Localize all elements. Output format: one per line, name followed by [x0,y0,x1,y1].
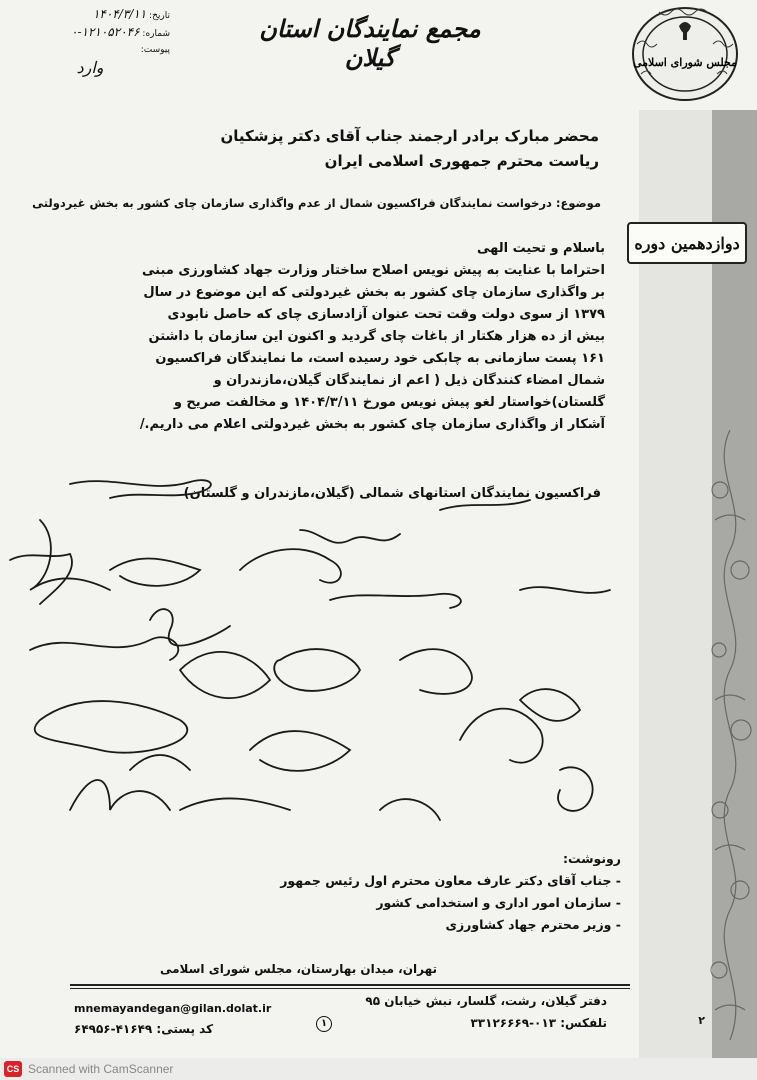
page-title: مجمع نمایندگان استان گیلان [259,14,481,72]
letter-greeting: باسلام و تحیت الهی [477,241,605,256]
signature-stroke [400,649,472,694]
footer-divider [70,984,630,986]
signature-stroke [180,798,290,810]
meta-number-value: ۱۲۱۰۵۲۰۴۶-۰ [71,25,140,39]
signature-stroke [380,799,440,820]
signature-stroke [150,609,230,646]
letter-body-text: احتراما با عنایت به پیش نویس اصلاح ساختار وزارت جهاد کشاورزی مبنی بر واگذاری سازمان چای کشور به بخش غیردولتی که این موضوع در سال ۱۳۷۹ از سوی دولت وقت تحت عنوان آزادسازی چای که حاصل نابودی بیش از ده هزار هکتار از باغات چای گردید و اکنون این سازمان با داشتن ۱۶۱ پست سازمانی به چابکی خود رسیده است، ما نمایندگان فراکسیون شمال امضاء کنندگان ذیل ( اعم از نمایندگان گیلان،مازندران و گلستان)خواستار لغو پیش نویس مورخ ۱۴۰۴/۳/۱۱ و مخالفت صریح و آشکار از واگذاری سازمان چای کشور به بخش غیردولتی اعلام می داریم./ [139,263,605,432]
floral-ornament-icon [705,430,755,1040]
meta-date [10,6,170,24]
cc-item: - جناب آقای دکتر عارف معاون محترم اول رئیس جمهور [201,870,621,892]
signature-stroke [330,594,461,608]
signature-stroke [274,649,360,691]
meta-handwritten-note: وارد [76,58,104,77]
seal-text: مجلس شورای اسلامی [632,56,738,69]
camscanner-logo-icon: CS [4,1061,22,1077]
addressee-line-2: ریاست محترم جمهوری اسلامی ایران [324,152,599,170]
signature-stroke [460,709,543,763]
signature-stroke [180,652,270,698]
footer-phone: تلفکس: ۰۱۳-۳۳۱۲۶۶۶۹ [470,1016,607,1030]
signature-stroke [520,689,580,721]
cc-item: - سازمان امور اداری و استخدامی کشور [201,892,621,914]
addressee [129,124,599,174]
meta-attachment-label: پیوست: [140,45,170,55]
corner-page-number: ۲ [698,1014,705,1027]
signature-stroke [35,701,188,753]
footer-divider-thin [70,988,630,989]
signature-stroke [558,767,593,811]
cc-title: رونوشت: [562,851,621,866]
scanner-watermark [0,1058,757,1080]
letter-body [135,238,605,436]
letter-subject: موضوع: درخواست نمایندگان فراکسیون شمال از عدم واگذاری سازمان چای کشور به بخش غیردولتی [32,196,601,210]
meta-attachment [10,42,170,58]
signature-stroke [70,480,211,498]
letter-meta [10,6,170,76]
term-label: دوازدهمین دوره [634,233,740,253]
signature-stroke [240,549,341,583]
cc-item: - وزیر محترم جهاد کشاورزی [201,914,621,936]
carbon-copy [201,848,621,936]
signature-stroke [520,587,610,593]
meta-date-value: ۱۴۰۴/۳/۱۱ [92,7,147,21]
tehran-address: تهران، میدان بهارستان، مجلس شورای اسلامی [159,962,437,976]
signature-stroke [130,755,190,770]
meta-number-label: شماره: [142,29,170,39]
signature-stroke [30,637,178,660]
signature-stroke [70,780,170,810]
addressee-line-1: محضر مبارک برادر ارجمند جناب آقای دکتر پزشکیان [220,127,599,145]
signature-stroke [300,530,400,543]
page-number: ۱ [316,1016,332,1032]
term-label-box [627,222,747,264]
parliament-seal-icon [629,4,741,104]
footer-email: mnemayandegan@gilan.dolat.ir [74,1002,272,1015]
signature-stroke [250,731,350,771]
footer-postal-code: کد پستی: ۴۱۶۴۹-۶۴۹۵۶ [74,1022,214,1036]
meta-date-label: تاریخ: [149,11,170,21]
faction-line: فراکسیون نمایندگان استانهای شمالی (گیلان،مازندران و گلستان) [183,486,601,501]
footer-office-address: دفتر گیلان، رشت، گلسار، نبش خیابان ۹۵ [365,994,607,1008]
watermark-text: Scanned with CamScanner [28,1062,174,1076]
signatures-area [0,470,640,860]
signature-stroke [110,558,200,585]
meta-number [10,24,170,42]
signature-stroke [440,500,530,510]
